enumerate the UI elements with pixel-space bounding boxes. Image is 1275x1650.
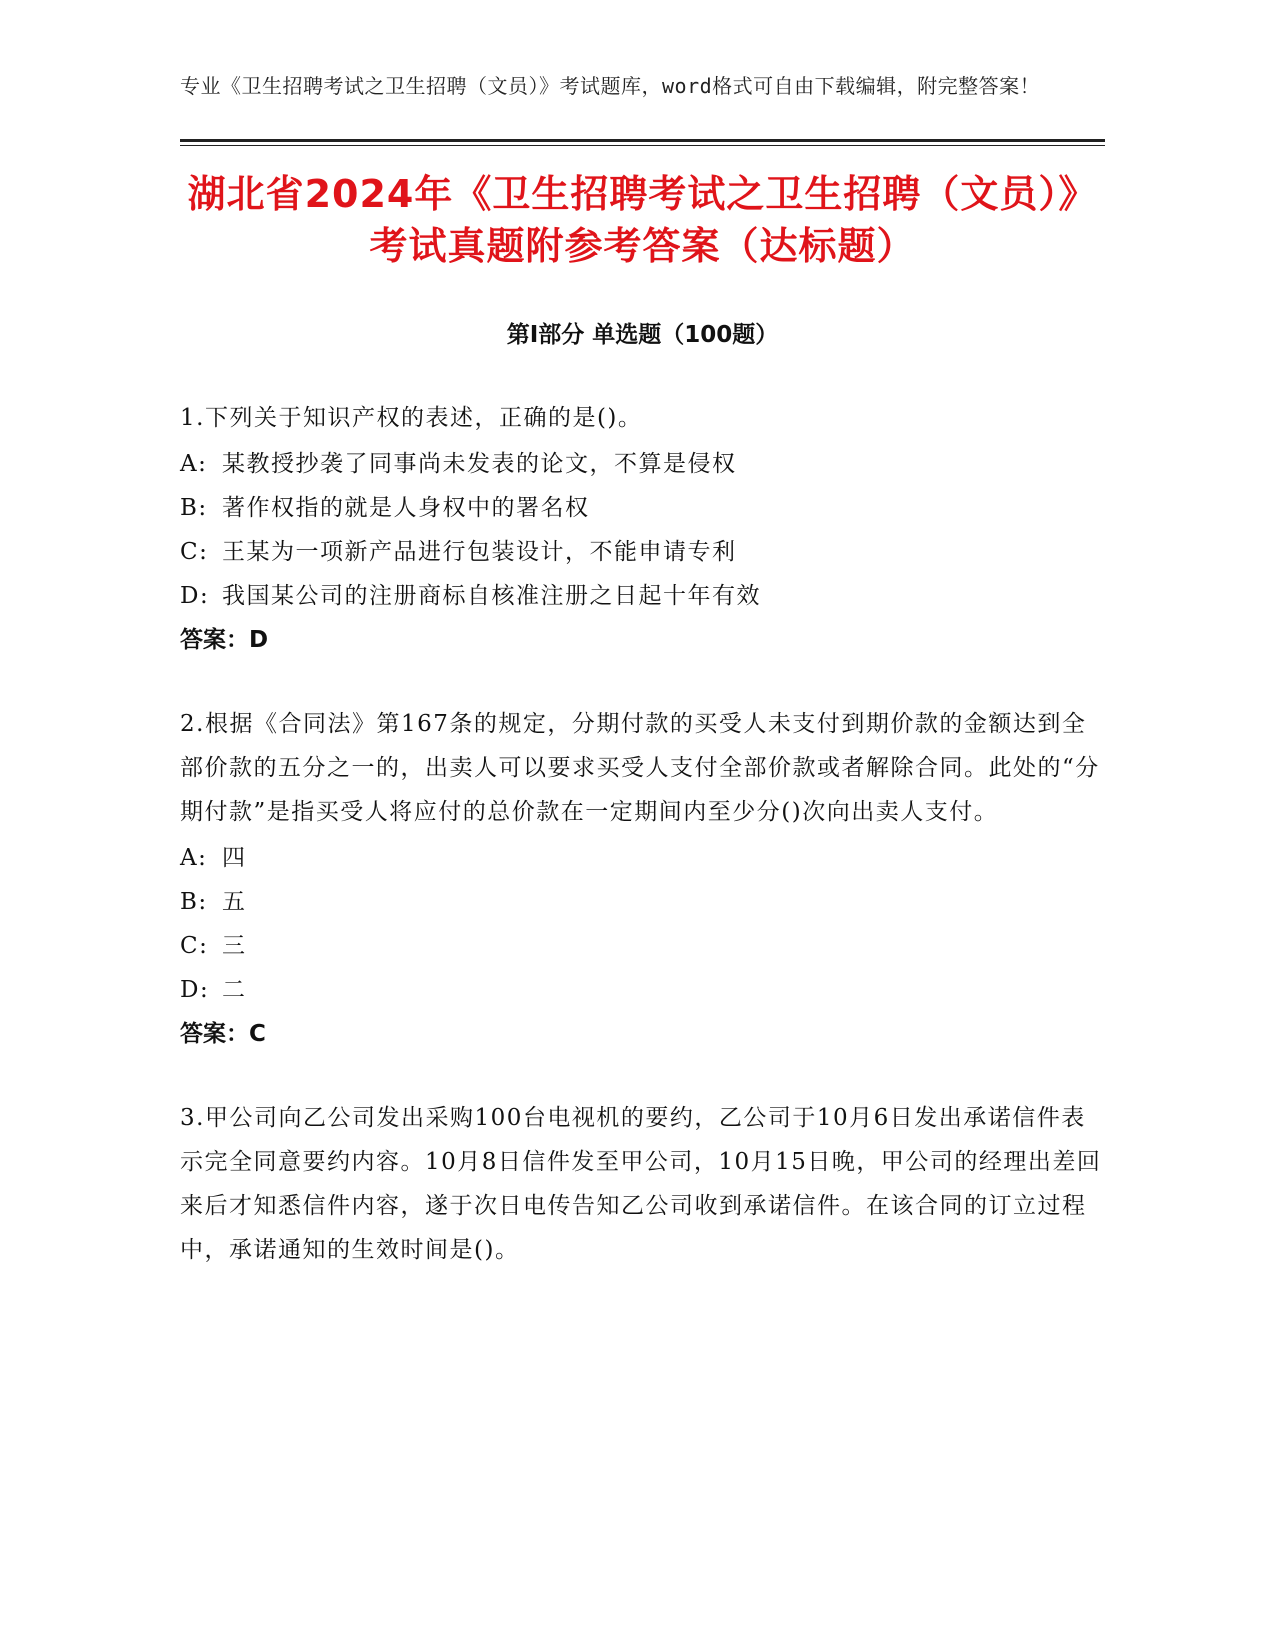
option-letter: C:: [180, 933, 209, 959]
option-letter: B:: [180, 495, 208, 521]
question-stem: 2.根据《合同法》第167条的规定，分期付款的买受人未支付到期价款的金额达到全部价款的五分之一的，出卖人可以要求买受人支付全部价款或者解除合同。此处的“分期付款”是指买受人将应付的总价款在一定期间内至少分()次向出卖人支付。: [180, 711, 1100, 825]
option-text: 五: [222, 889, 247, 915]
option-letter: A:: [180, 451, 208, 477]
option-letter: D:: [180, 583, 210, 609]
question-stem: 1.下列关于知识产权的表述，正确的是()。: [180, 405, 643, 431]
option-text: 某教授抄袭了同事尚未发表的论文，不算是侵权: [222, 451, 737, 477]
option-letter: B:: [180, 889, 208, 915]
option-text: 我国某公司的注册商标自核准注册之日起十年有效: [222, 583, 761, 609]
option-c: [180, 924, 1105, 968]
option-c: [180, 530, 1105, 574]
option-d: [180, 968, 1105, 1012]
document-page: [180, 70, 1105, 1312]
document-title: 湖北省2024年《卫生招聘考试之卫生招聘（文员）》考试真题附参考答案（达标题）: [187, 172, 1098, 268]
section-heading: 第I部分 单选题（100题）: [506, 322, 779, 348]
option-text: 王某为一项新产品进行包装设计，不能申请专利: [222, 539, 737, 565]
question-stem: 3.甲公司向乙公司发出采购100台电视机的要约，乙公司于10月6日发出承诺信件表示完全同意要约内容。10月8日信件发至甲公司，10月15日晚，甲公司的经理出差回来后才知悉信件内容，遂于次日电传告知乙公司收到承诺信件。在该合同的订立过程中，承诺通知的生效时间是()。: [180, 1105, 1102, 1263]
question-1: [180, 396, 1105, 662]
option-letter: D:: [180, 977, 210, 1003]
option-b: [180, 880, 1105, 924]
option-text: 四: [222, 845, 247, 871]
option-a: [180, 836, 1105, 880]
question-3: [180, 1096, 1105, 1272]
option-text: 著作权指的就是人身权中的署名权: [222, 495, 590, 521]
answer-line: 答案：C: [180, 1021, 266, 1047]
option-letter: A:: [180, 845, 208, 871]
option-letter: C:: [180, 539, 209, 565]
header-divider-thick: [180, 139, 1105, 142]
option-a: [180, 442, 1105, 486]
option-text: 二: [222, 977, 247, 1003]
header-note: 专业《卫生招聘考试之卫生招聘（文员）》考试题库，word格式可自由下载编辑，附完整答案！: [180, 74, 1041, 98]
question-list: [180, 396, 1105, 1272]
header-divider-thin: [180, 145, 1105, 146]
option-text: 三: [222, 933, 247, 959]
option-b: [180, 486, 1105, 530]
question-2: [180, 702, 1105, 1056]
answer-line: 答案：D: [180, 627, 269, 653]
option-d: [180, 574, 1105, 618]
